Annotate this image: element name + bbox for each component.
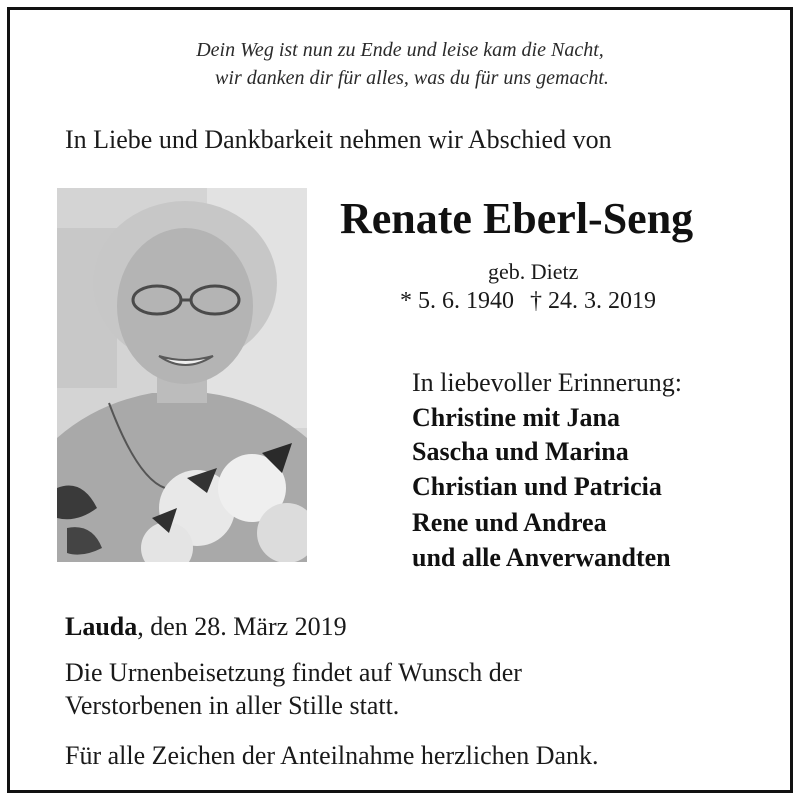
date-text: , den 28. März 2019 — [137, 612, 347, 641]
mourner-line: Rene und Andrea — [412, 508, 607, 537]
mourner-line: Sascha und Marina — [412, 437, 629, 466]
poem-line-2: wir danken dir für alles, was du für uns gemacht. — [215, 67, 609, 89]
maiden-name: geb. Dietz — [488, 259, 579, 284]
life-dates — [400, 286, 656, 316]
intro-text: In Liebe und Dankbarkeit nehmen wir Abschied von — [65, 125, 612, 154]
portrait-photo — [57, 188, 307, 562]
memory-heading: In liebevoller Erinnerung: — [412, 368, 683, 397]
poem-line-1: Dein Weg ist nun zu Ende und leise kam die Nacht, — [196, 39, 604, 61]
mourner-line: und alle Anverwandten — [412, 543, 671, 572]
obituary-frame — [7, 7, 793, 793]
mourner-line: Christian und Patricia — [412, 472, 662, 501]
mourner-line: Christine mit Jana — [412, 403, 620, 432]
birth-date: * 5. 6. 1940 — [400, 288, 514, 314]
place-date — [65, 610, 347, 644]
place-name: Lauda — [65, 612, 138, 641]
burial-notice-line-2: Verstorbenen in aller Stille statt. — [65, 691, 400, 720]
burial-notice-line-1: Die Urnenbeisetzung findet auf Wunsch der — [65, 658, 522, 687]
thanks-line: Für alle Zeichen der Anteilnahme herzlichen Dank. — [65, 741, 599, 770]
death-date: † 24. 3. 2019 — [530, 288, 656, 314]
deceased-name: Renate Eberl-Seng — [340, 194, 694, 243]
